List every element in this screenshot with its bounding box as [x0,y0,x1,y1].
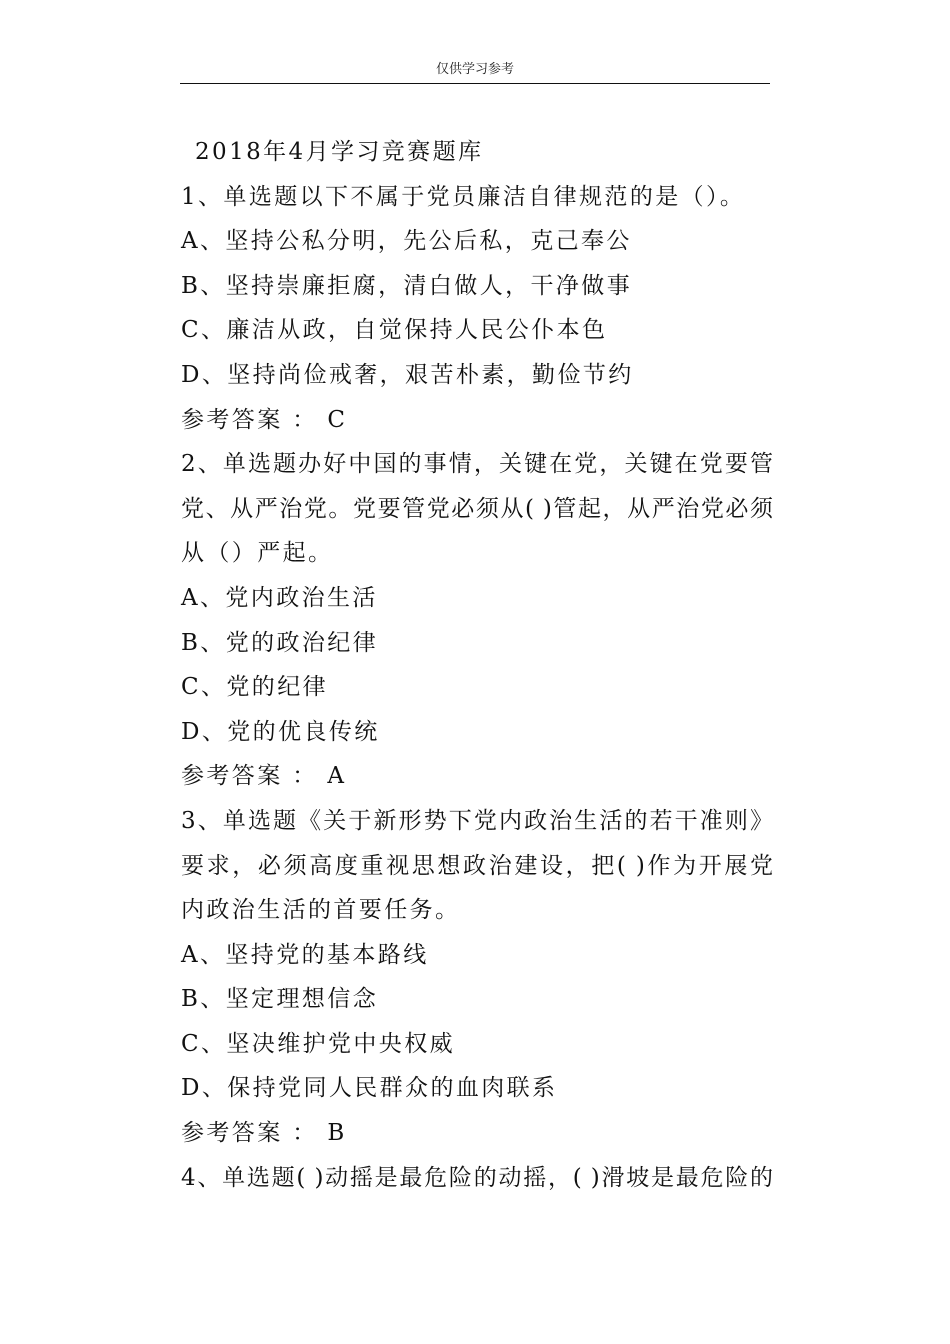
option-line: A、坚持公私分明，先公后私，克己奉公 [181,228,632,255]
question-line: 3、单选题《关于新形势下党内政治生活的若干准则》 [181,807,773,834]
document-body [181,130,773,1200]
document-title: 2018年4月学习竞赛题库 [195,139,484,165]
option-line: D、党的优良传统 [181,718,380,745]
text-line: 从（）严起。 [181,540,334,567]
answer-line: 参考答案 ： C [181,406,348,433]
page-header: 仅供学习参考 [435,62,514,77]
question-line: 4、单选题( )动摇是最危险的动摇，( )滑坡是最危险的 [181,1164,773,1191]
option-line: B、坚定理想信念 [181,986,379,1013]
option-line: B、党的政治纪律 [181,629,379,656]
question-line: 2、单选题办好中国的事情，关键在党，关键在党要管 [181,451,773,478]
option-line: C、坚决维护党中央权威 [181,1030,455,1057]
option-line: C、廉洁从政，自觉保持人民公仆本色 [181,317,608,344]
option-line: A、党内政治生活 [181,584,378,611]
option-line: C、党的纪律 [181,674,328,701]
text-line: 党、从严治党。党要管党必须从( )管起，从严治党必须 [181,495,773,522]
answer-line: 参考答案 ： B [181,1120,347,1147]
text-line: 要求，必须高度重视思想政治建设，把( )作为开展党 [181,852,773,879]
option-line: D、保持党同人民群众的血肉联系 [181,1075,558,1102]
option-line: B、坚持崇廉拒腐，清白做人，干净做事 [181,272,633,299]
option-line: D、坚持尚俭戒奢，艰苦朴素，勤俭节约 [181,361,634,388]
answer-line: 参考答案 ： A [181,763,347,790]
text-line: 内政治生活的首要任务。 [181,897,461,924]
option-line: A、坚持党的基本路线 [181,941,429,968]
question-list [181,175,773,1201]
header-divider [180,83,770,84]
question-line: 1、单选题以下不属于党员廉洁自律规范的是（）。 [181,183,746,210]
